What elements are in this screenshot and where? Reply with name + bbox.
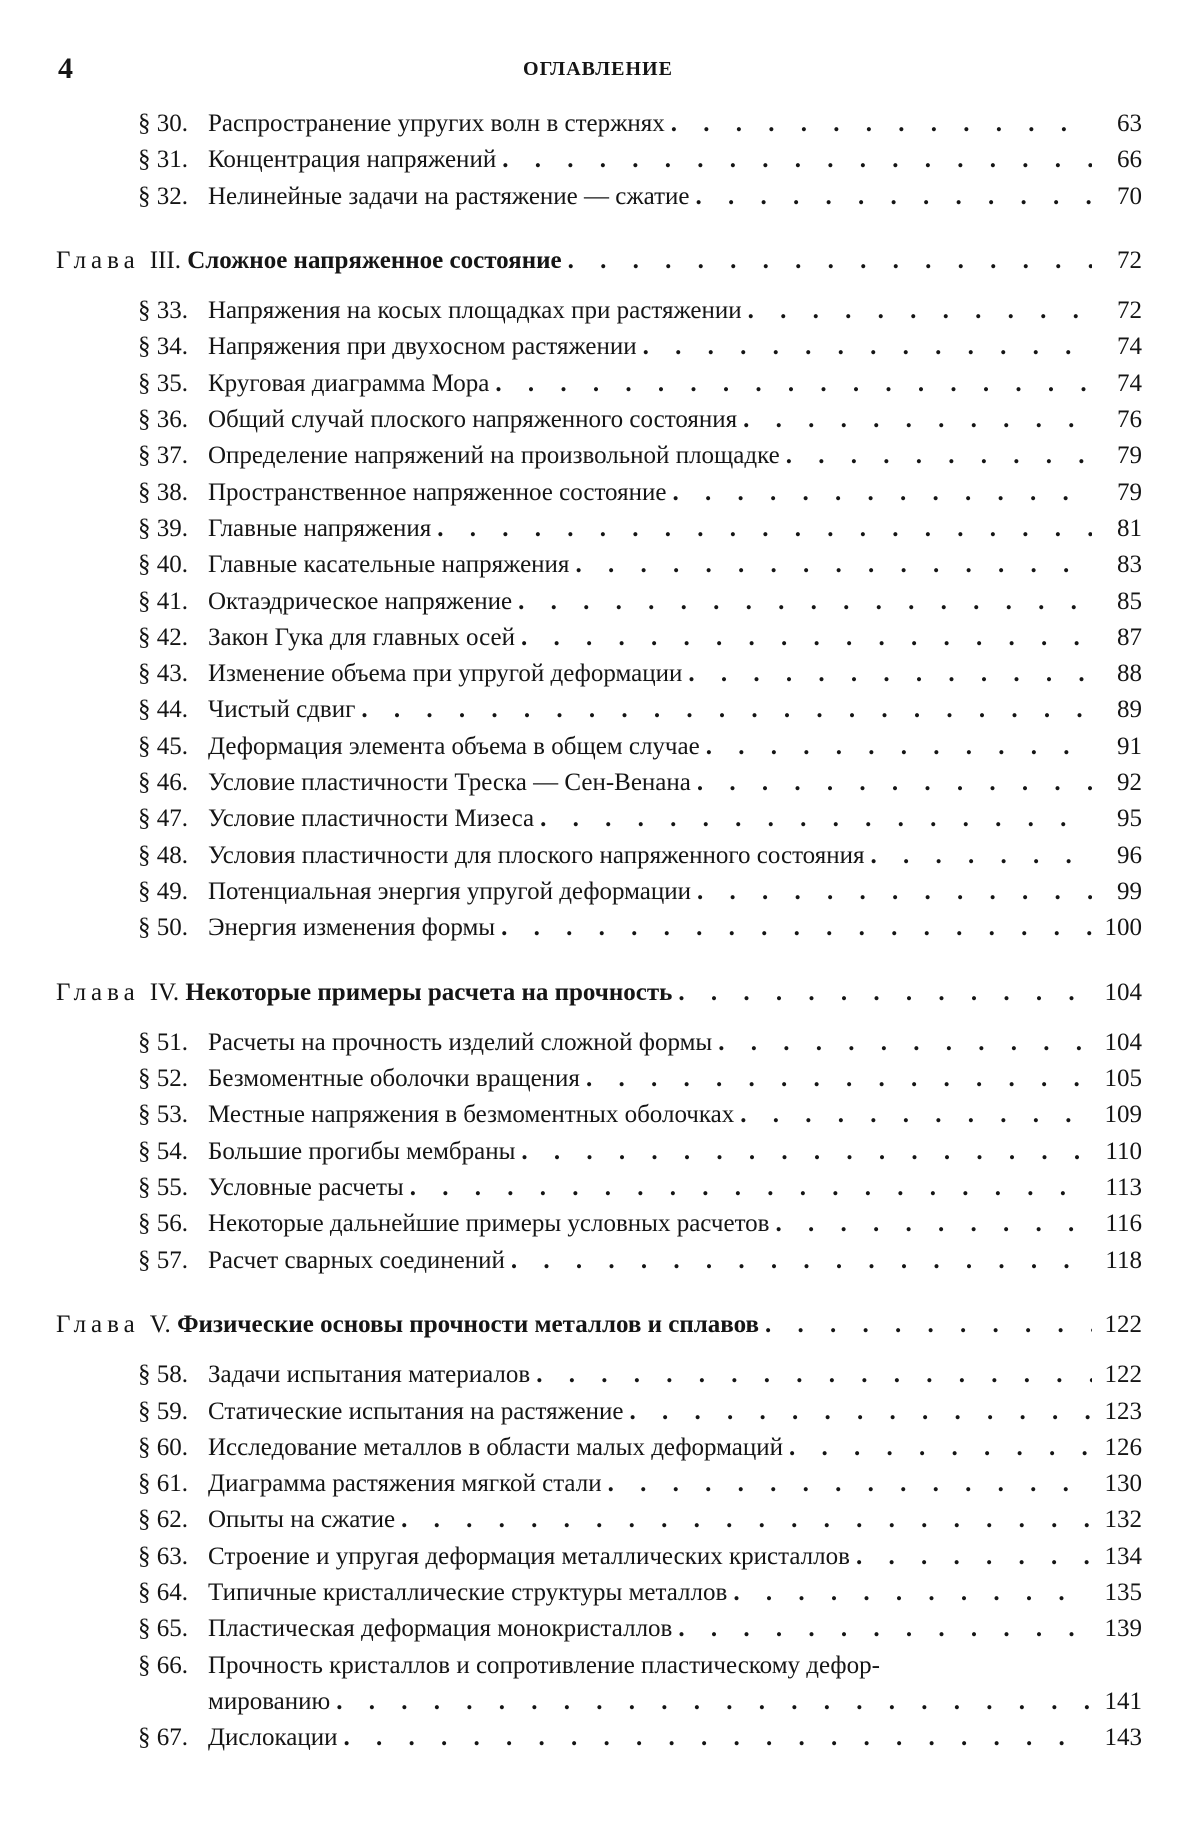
- toc-section-entry[interactable]: [56, 1357, 1142, 1393]
- page-ref: 96: [1117, 841, 1142, 869]
- page-ref: 104: [1104, 978, 1142, 1006]
- chapter-title: Сложное напряженное состояние: [187, 246, 562, 274]
- page-ref: 118: [1105, 1246, 1142, 1274]
- page-ref: 76: [1117, 406, 1142, 434]
- dot-leader: [786, 438, 1092, 474]
- dot-leader: [743, 402, 1092, 438]
- section-title: Пластическая деформация монокристаллов: [208, 1615, 673, 1643]
- section-title: Расчет сварных соединений: [208, 1246, 505, 1274]
- dot-leader: [789, 1430, 1092, 1466]
- chapter-title: Физические основы прочности металлов и сплавов: [177, 1310, 759, 1338]
- toc-section-entry[interactable]: [56, 1134, 1142, 1170]
- section-number: § 46.: [138, 769, 188, 797]
- page-ref: 79: [1117, 478, 1142, 506]
- page-ref: 99: [1117, 877, 1142, 905]
- section-title: Концентрация напряжений: [208, 146, 497, 174]
- dot-leader: [536, 1357, 1092, 1393]
- page-ref: 63: [1117, 110, 1142, 137]
- section-number: § 60.: [138, 1433, 188, 1461]
- toc-section-entry[interactable]: [56, 1648, 1142, 1684]
- section-number: § 48.: [138, 841, 188, 869]
- page-ref: 83: [1117, 551, 1142, 579]
- section-number: § 38.: [138, 478, 188, 506]
- page-ref: 122: [1104, 1361, 1142, 1389]
- section-number: § 51.: [138, 1028, 188, 1056]
- dot-leader: [671, 106, 1092, 142]
- toc-section-entry[interactable]: [56, 910, 1142, 946]
- dot-leader: [697, 874, 1092, 910]
- section-title: Строение и упругая деформация металлических кристаллов: [208, 1542, 850, 1570]
- dot-leader: [521, 1134, 1092, 1170]
- toc-section-entry[interactable]: [56, 329, 1142, 365]
- dot-leader: [678, 1611, 1092, 1647]
- toc-section-entry[interactable]: [56, 1061, 1142, 1097]
- chapter-title: Некоторые примеры расчета на прочность: [185, 978, 673, 1006]
- chapter-number: V.: [149, 1310, 178, 1338]
- section-number: § 35.: [138, 369, 188, 397]
- section-title-continued: мированию: [208, 1687, 331, 1715]
- section-title: Закон Гука для главных осей: [208, 623, 515, 651]
- dot-leader: [672, 475, 1092, 511]
- running-title: ОГЛАВЛЕНИЕ: [523, 58, 673, 80]
- section-title: Общий случай плоского напряженного состояния: [208, 406, 738, 434]
- page-header: [58, 52, 1138, 88]
- section-title: Расчеты на прочность изделий сложной формы: [208, 1028, 713, 1056]
- page-ref: 135: [1104, 1578, 1142, 1606]
- page-ref: 105: [1104, 1065, 1142, 1093]
- section-title: Некоторые дальнейшие примеры условных расчетов: [208, 1210, 770, 1238]
- dot-leader: [336, 1684, 1092, 1720]
- section-number: § 30.: [138, 110, 188, 137]
- dot-leader: [518, 584, 1092, 620]
- page-ref: 100: [1104, 914, 1142, 942]
- dot-leader: [643, 329, 1092, 365]
- section-title: Определение напряжений на произвольной площадке: [208, 442, 780, 470]
- toc-section-entry[interactable]: [56, 438, 1142, 474]
- section-title: Изменение объема при упругой деформации: [208, 660, 683, 688]
- toc-section-entry[interactable]: [56, 106, 1142, 142]
- toc-section-entry[interactable]: [56, 142, 1142, 178]
- section-title: Статические испытания на растяжение: [208, 1397, 624, 1425]
- section-number: § 42.: [138, 623, 188, 651]
- section-number: § 44.: [138, 696, 188, 724]
- section-number: § 34.: [138, 333, 188, 361]
- dot-leader: [856, 1539, 1092, 1575]
- page-ref: 132: [1104, 1506, 1142, 1534]
- page-number: 4: [58, 52, 73, 85]
- section-number: § 65.: [138, 1615, 188, 1643]
- page-ref: 88: [1117, 660, 1142, 688]
- section-title: Типичные кристаллические структуры металлов: [208, 1578, 728, 1606]
- dot-leader: [401, 1502, 1092, 1538]
- section-number: § 55.: [138, 1174, 188, 1202]
- toc-section-entry[interactable]: [56, 1097, 1142, 1133]
- page-ref: 72: [1117, 246, 1142, 274]
- section-title: Напряжения при двухосном растяжении: [208, 333, 637, 361]
- section-title: Распространение упругих волн в стержнях: [208, 110, 665, 137]
- page-ref: 130: [1104, 1470, 1142, 1498]
- dot-leader: [410, 1170, 1092, 1206]
- section-number: § 52.: [138, 1065, 188, 1093]
- section-number: § 47.: [138, 805, 188, 833]
- toc-section-entry[interactable]: [56, 1394, 1142, 1430]
- dot-leader: [696, 179, 1093, 215]
- dot-leader: [688, 656, 1092, 692]
- section-number: § 63.: [138, 1542, 188, 1570]
- toc-section-entry[interactable]: [56, 293, 1142, 329]
- section-number: § 53.: [138, 1101, 188, 1129]
- page-ref: 79: [1117, 442, 1142, 470]
- toc-section-entry[interactable]: [56, 547, 1142, 583]
- toc-section-entry[interactable]: [56, 584, 1142, 620]
- dot-leader: [706, 729, 1092, 765]
- page-ref: 126: [1104, 1433, 1142, 1461]
- dot-leader: [586, 1061, 1092, 1097]
- section-title: Октаэдрическое напряжение: [208, 587, 513, 615]
- section-title: Диаграмма растяжения мягкой стали: [208, 1470, 602, 1498]
- dot-leader: [502, 142, 1092, 178]
- toc-section-entry[interactable]: [56, 1466, 1142, 1502]
- page-ref: 81: [1117, 514, 1142, 542]
- section-number: § 58.: [138, 1361, 188, 1389]
- section-title: Пространственное напряженное состояние: [208, 478, 667, 506]
- section-title: Условие пластичности Мизеса: [208, 805, 535, 833]
- toc-section-entry[interactable]: [56, 801, 1142, 837]
- toc-chapter-entry[interactable]: [56, 243, 1142, 279]
- toc-section-entry[interactable]: [56, 1430, 1142, 1466]
- section-number: § 31.: [138, 146, 188, 174]
- dot-leader: [765, 1307, 1092, 1343]
- section-number: § 67.: [138, 1724, 188, 1752]
- page-ref: 91: [1117, 732, 1142, 760]
- dot-leader: [870, 838, 1092, 874]
- page-ref: 116: [1105, 1210, 1142, 1238]
- section-number: § 40.: [138, 551, 188, 579]
- toc-section-entry[interactable]: [56, 1611, 1142, 1647]
- page-ref: 87: [1117, 623, 1142, 651]
- section-title: Напряжения на косых площадках при растяжении: [208, 297, 742, 325]
- section-number: § 33.: [138, 297, 188, 325]
- toc-section-entry[interactable]: [56, 402, 1142, 438]
- toc-section-entry[interactable]: [56, 1243, 1142, 1279]
- toc-chapter-entry[interactable]: [56, 1307, 1142, 1343]
- section-title: Главные касательные напряжения: [208, 551, 570, 579]
- page-ref: 89: [1117, 696, 1142, 724]
- page-ref: 139: [1104, 1615, 1142, 1643]
- section-title: Условия пластичности для плоского напряженного состояния: [208, 841, 865, 869]
- chapter-word: Глава: [56, 978, 140, 1006]
- page-ref: 143: [1104, 1724, 1142, 1752]
- toc-section-entry[interactable]: [56, 838, 1142, 874]
- toc-section-entry[interactable]: [56, 874, 1142, 910]
- chapter-word: Глава: [56, 246, 140, 274]
- section-number: § 45.: [138, 732, 188, 760]
- section-number: § 56.: [138, 1210, 188, 1238]
- section-title: Энергия изменения формы: [208, 914, 496, 942]
- section-title: Большие прогибы мембраны: [208, 1137, 516, 1165]
- page-ref: 109: [1104, 1101, 1142, 1129]
- chapter-number: III.: [149, 246, 188, 274]
- section-number: § 62.: [138, 1506, 188, 1534]
- dot-leader: [740, 1097, 1092, 1133]
- dot-leader: [511, 1243, 1092, 1279]
- section-number: § 49.: [138, 877, 188, 905]
- section-title: Главные напряжения: [208, 514, 432, 542]
- section-title: Дислокации: [208, 1724, 338, 1752]
- table-of-contents: [56, 106, 1142, 1756]
- section-number: § 37.: [138, 442, 188, 470]
- section-title: Нелинейные задачи на растяжение — сжатие: [208, 182, 690, 210]
- dot-leader: [608, 1466, 1092, 1502]
- toc-section-entry[interactable]: [56, 765, 1142, 801]
- toc-section-entry[interactable]: [56, 475, 1142, 511]
- section-title: Прочность кристаллов и сопротивление пластическому дефор-: [208, 1651, 880, 1679]
- page-ref: 113: [1105, 1174, 1142, 1202]
- dot-leader: [361, 692, 1092, 728]
- page-ref: 134: [1104, 1542, 1142, 1570]
- page-ref: 122: [1104, 1310, 1142, 1338]
- section-title: Опыты на сжатие: [208, 1506, 396, 1534]
- page-ref: 92: [1117, 769, 1142, 797]
- page-ref: 104: [1104, 1028, 1142, 1056]
- dot-leader: [775, 1206, 1092, 1242]
- toc-section-entry[interactable]: [56, 729, 1142, 765]
- section-number: § 61.: [138, 1470, 188, 1498]
- page-ref: 70: [1117, 182, 1142, 210]
- section-number: § 41.: [138, 587, 188, 615]
- dot-leader: [540, 801, 1092, 837]
- dot-leader: [495, 366, 1092, 402]
- section-number: § 57.: [138, 1246, 188, 1274]
- section-number: § 66.: [138, 1651, 188, 1679]
- dot-leader: [344, 1720, 1092, 1756]
- toc-section-entry[interactable]: [56, 620, 1142, 656]
- section-title: Условные расчеты: [208, 1174, 404, 1202]
- section-number: § 59.: [138, 1397, 188, 1425]
- dot-leader: [718, 1025, 1092, 1061]
- section-title: Потенциальная энергия упругой деформации: [208, 877, 692, 905]
- section-title: Безмоментные оболочки вращения: [208, 1065, 580, 1093]
- dot-leader: [697, 765, 1092, 801]
- section-title: Круговая диаграмма Мора: [208, 369, 490, 397]
- toc-section-entry[interactable]: [56, 1575, 1142, 1611]
- toc-section-entry[interactable]: [56, 511, 1142, 547]
- section-title: Местные напряжения в безмоментных оболочках: [208, 1101, 735, 1129]
- page-ref: 74: [1117, 369, 1142, 397]
- dot-leader: [437, 511, 1092, 547]
- toc-section-entry[interactable]: [56, 1720, 1142, 1756]
- toc-section-continuation[interactable]: [56, 1684, 1142, 1720]
- toc-section-entry[interactable]: [56, 1170, 1142, 1206]
- dot-leader: [575, 547, 1092, 583]
- toc-section-entry[interactable]: [56, 1206, 1142, 1242]
- section-title: Задачи испытания материалов: [208, 1361, 531, 1389]
- page-ref: 74: [1117, 333, 1142, 361]
- section-title: Условие пластичности Треска — Сен-Венана: [208, 769, 691, 797]
- section-number: § 50.: [138, 914, 188, 942]
- page-ref: 123: [1104, 1397, 1142, 1425]
- toc-chapter-entry[interactable]: [56, 975, 1142, 1011]
- dot-leader: [678, 975, 1092, 1011]
- page-ref: 110: [1105, 1137, 1142, 1165]
- dot-leader: [568, 243, 1092, 279]
- page-ref: 141: [1104, 1687, 1142, 1715]
- section-number: § 39.: [138, 514, 188, 542]
- section-title: Исследование металлов в области малых деформаций: [208, 1433, 784, 1461]
- section-number: § 43.: [138, 660, 188, 688]
- toc-section-entry[interactable]: [56, 366, 1142, 402]
- chapter-number: IV.: [149, 978, 186, 1006]
- toc-section-entry[interactable]: [56, 1025, 1142, 1061]
- toc-section-entry[interactable]: [56, 692, 1142, 728]
- section-number: § 64.: [138, 1578, 188, 1606]
- dot-leader: [629, 1394, 1092, 1430]
- page-ref: 72: [1117, 297, 1142, 325]
- section-title: Деформация элемента объема в общем случае: [208, 732, 700, 760]
- toc-section-entry[interactable]: [56, 656, 1142, 692]
- dot-leader: [733, 1575, 1092, 1611]
- section-title: Чистый сдвиг: [208, 696, 356, 724]
- page-ref: 85: [1117, 587, 1142, 615]
- chapter-word: Глава: [56, 1310, 140, 1338]
- dot-leader: [748, 293, 1092, 329]
- page-ref: 95: [1117, 805, 1142, 833]
- dot-leader: [501, 910, 1092, 946]
- dot-leader: [521, 620, 1092, 656]
- toc-section-entry[interactable]: [56, 1502, 1142, 1538]
- section-number: § 54.: [138, 1137, 188, 1165]
- section-number: § 32.: [138, 182, 188, 210]
- section-number: § 36.: [138, 406, 188, 434]
- toc-section-entry[interactable]: [56, 1539, 1142, 1575]
- page-ref: 66: [1117, 146, 1142, 174]
- toc-section-entry[interactable]: [56, 179, 1142, 215]
